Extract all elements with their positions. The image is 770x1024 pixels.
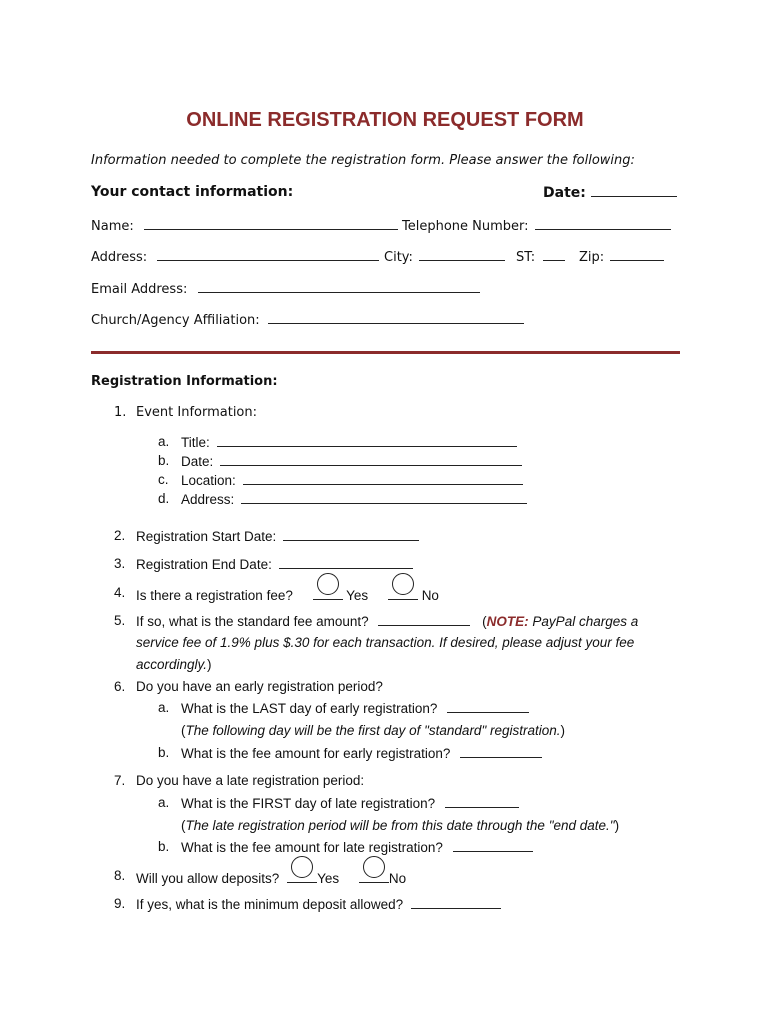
q7a-label: What is the FIRST day of late registration? (181, 796, 436, 811)
name-label: Name: (91, 219, 134, 234)
q5-line3: accordingly. (136, 657, 208, 672)
q1-text: Event Information: (136, 405, 258, 420)
q4-number: 4. (114, 585, 126, 600)
deposit-yes-option[interactable] (287, 868, 317, 883)
q5-close-paren: ) (207, 657, 212, 672)
address-field (91, 248, 379, 265)
q6-number: 6. (114, 679, 126, 694)
late-first-day-input[interactable] (445, 795, 519, 808)
email-input[interactable] (198, 280, 480, 293)
early-last-day-input[interactable] (447, 700, 529, 713)
fee-no-option[interactable] (388, 585, 418, 600)
date-field (543, 184, 677, 201)
church-input[interactable] (268, 311, 524, 324)
q1d-letter: d. (158, 491, 170, 506)
section-divider (91, 351, 680, 354)
deposit-no-option[interactable] (359, 868, 389, 883)
q8-label: Will you allow deposits? (136, 871, 280, 886)
location-input[interactable] (243, 472, 523, 485)
state-input[interactable] (543, 248, 565, 261)
deposit-yes-label: Yes (317, 871, 340, 886)
city-input[interactable] (419, 248, 505, 261)
q7a-note-close: ) (614, 818, 620, 833)
event-address-input[interactable] (241, 491, 527, 504)
state-label: ST: (516, 250, 536, 265)
event-date-field (181, 453, 522, 469)
q5-field (136, 613, 638, 629)
q7-number: 7. (114, 773, 126, 788)
q6b-field (181, 745, 542, 761)
q6a-label: What is the LAST day of early registration? (181, 701, 438, 716)
telephone-field (402, 217, 671, 234)
address-label: Address: (91, 250, 148, 265)
q6b-letter: b. (158, 745, 170, 760)
telephone-input[interactable] (535, 217, 671, 230)
start-date-input[interactable] (283, 528, 419, 541)
city-label: City: (384, 250, 413, 265)
state-field (516, 248, 565, 265)
event-address-field (181, 491, 527, 507)
q9-field (136, 896, 501, 912)
name-field (91, 217, 398, 234)
standard-fee-input[interactable] (378, 613, 470, 626)
location-label: Location: (181, 473, 236, 488)
q7a-note-open: ( (181, 818, 186, 833)
church-field (91, 311, 524, 328)
deposit-no-label: No (388, 871, 407, 886)
q5-line3-wrap (136, 657, 212, 672)
city-field (384, 248, 505, 265)
q7b-field (181, 839, 533, 855)
contact-heading: Your contact information: (91, 184, 294, 200)
q6a-letter: a. (158, 700, 170, 715)
q2-field (136, 528, 419, 544)
email-label: Email Address: (91, 282, 188, 297)
q6-text: Do you have an early registration period? (136, 679, 383, 694)
q6a-field (181, 700, 529, 716)
q7b-letter: b. (158, 839, 170, 854)
radio-circle-icon (317, 573, 339, 595)
q6a-note: The following day will be the first day of "standard" registration. (185, 723, 561, 738)
title-field (181, 434, 517, 450)
registration-heading: Registration Information: (91, 374, 278, 389)
q6a-note-open: ( (181, 723, 186, 738)
q7a-note-wrap (181, 818, 619, 833)
zip-label: Zip: (579, 250, 605, 265)
fee-yes-label: Yes (346, 588, 369, 603)
q8-field (136, 868, 406, 886)
date-input[interactable] (591, 184, 677, 197)
early-fee-input[interactable] (460, 745, 542, 758)
location-field (181, 472, 523, 488)
intro-text: Information needed to complete the registration form. Please answer the following: (91, 153, 635, 168)
q7a-letter: a. (158, 795, 170, 810)
name-input[interactable] (144, 217, 398, 230)
q1c-letter: c. (158, 472, 169, 487)
min-deposit-input[interactable] (411, 896, 501, 909)
form-title: ONLINE REGISTRATION REQUEST FORM (186, 109, 584, 131)
title-input[interactable] (217, 434, 517, 447)
q5-number: 5. (114, 613, 126, 628)
zip-input[interactable] (610, 248, 664, 261)
date-label: Date: (543, 185, 586, 201)
end-date-input[interactable] (279, 556, 413, 569)
q7-text: Do you have a late registration period: (136, 773, 365, 788)
q5-note-text: PayPal charges a (528, 614, 639, 629)
q3-label: Registration End Date: (136, 557, 272, 572)
church-label: Church/Agency Affiliation: (91, 313, 260, 328)
radio-circle-icon (363, 856, 385, 878)
q6a-note-wrap (181, 723, 565, 738)
q7a-field (181, 795, 519, 811)
zip-field (579, 248, 664, 265)
fee-yes-option[interactable] (313, 585, 343, 600)
q6a-note-close: ) (560, 723, 566, 738)
q1b-letter: b. (158, 453, 170, 468)
q4-field (136, 585, 439, 603)
address-input[interactable] (157, 248, 379, 261)
event-date-label: Date: (181, 454, 214, 469)
q2-number: 2. (114, 528, 126, 543)
note-label: NOTE: (486, 614, 529, 629)
q6b-label: What is the fee amount for early registration? (181, 746, 451, 761)
event-address-label: Address: (181, 492, 235, 507)
event-date-input[interactable] (220, 453, 522, 466)
late-fee-input[interactable] (453, 839, 533, 852)
email-field (91, 280, 480, 297)
q3-number: 3. (114, 556, 126, 571)
q9-label: If yes, what is the minimum deposit allowed? (136, 897, 404, 912)
q7a-note: The late registration period will be from this date through the "end date." (185, 818, 615, 833)
radio-circle-icon (392, 573, 414, 595)
q4-label: Is there a registration fee? (136, 588, 293, 603)
q1-number: 1. (114, 405, 127, 420)
q1a-letter: a. (158, 434, 170, 449)
q8-number: 8. (114, 868, 126, 883)
title-label: Title: (181, 435, 210, 450)
q5-line2: service fee of 1.9% plus $.30 for each transaction. If desired, please adjust your fee (136, 635, 635, 650)
radio-circle-icon (291, 856, 313, 878)
q9-number: 9. (114, 896, 126, 911)
fee-no-label: No (421, 588, 439, 603)
q3-field (136, 556, 413, 572)
telephone-label: Telephone Number: (402, 219, 529, 234)
q5-label: If so, what is the standard fee amount? (136, 614, 369, 629)
q2-label: Registration Start Date: (136, 529, 277, 544)
q7b-label: What is the fee amount for late registration? (181, 840, 443, 855)
q5-open-paren: ( (482, 614, 487, 629)
